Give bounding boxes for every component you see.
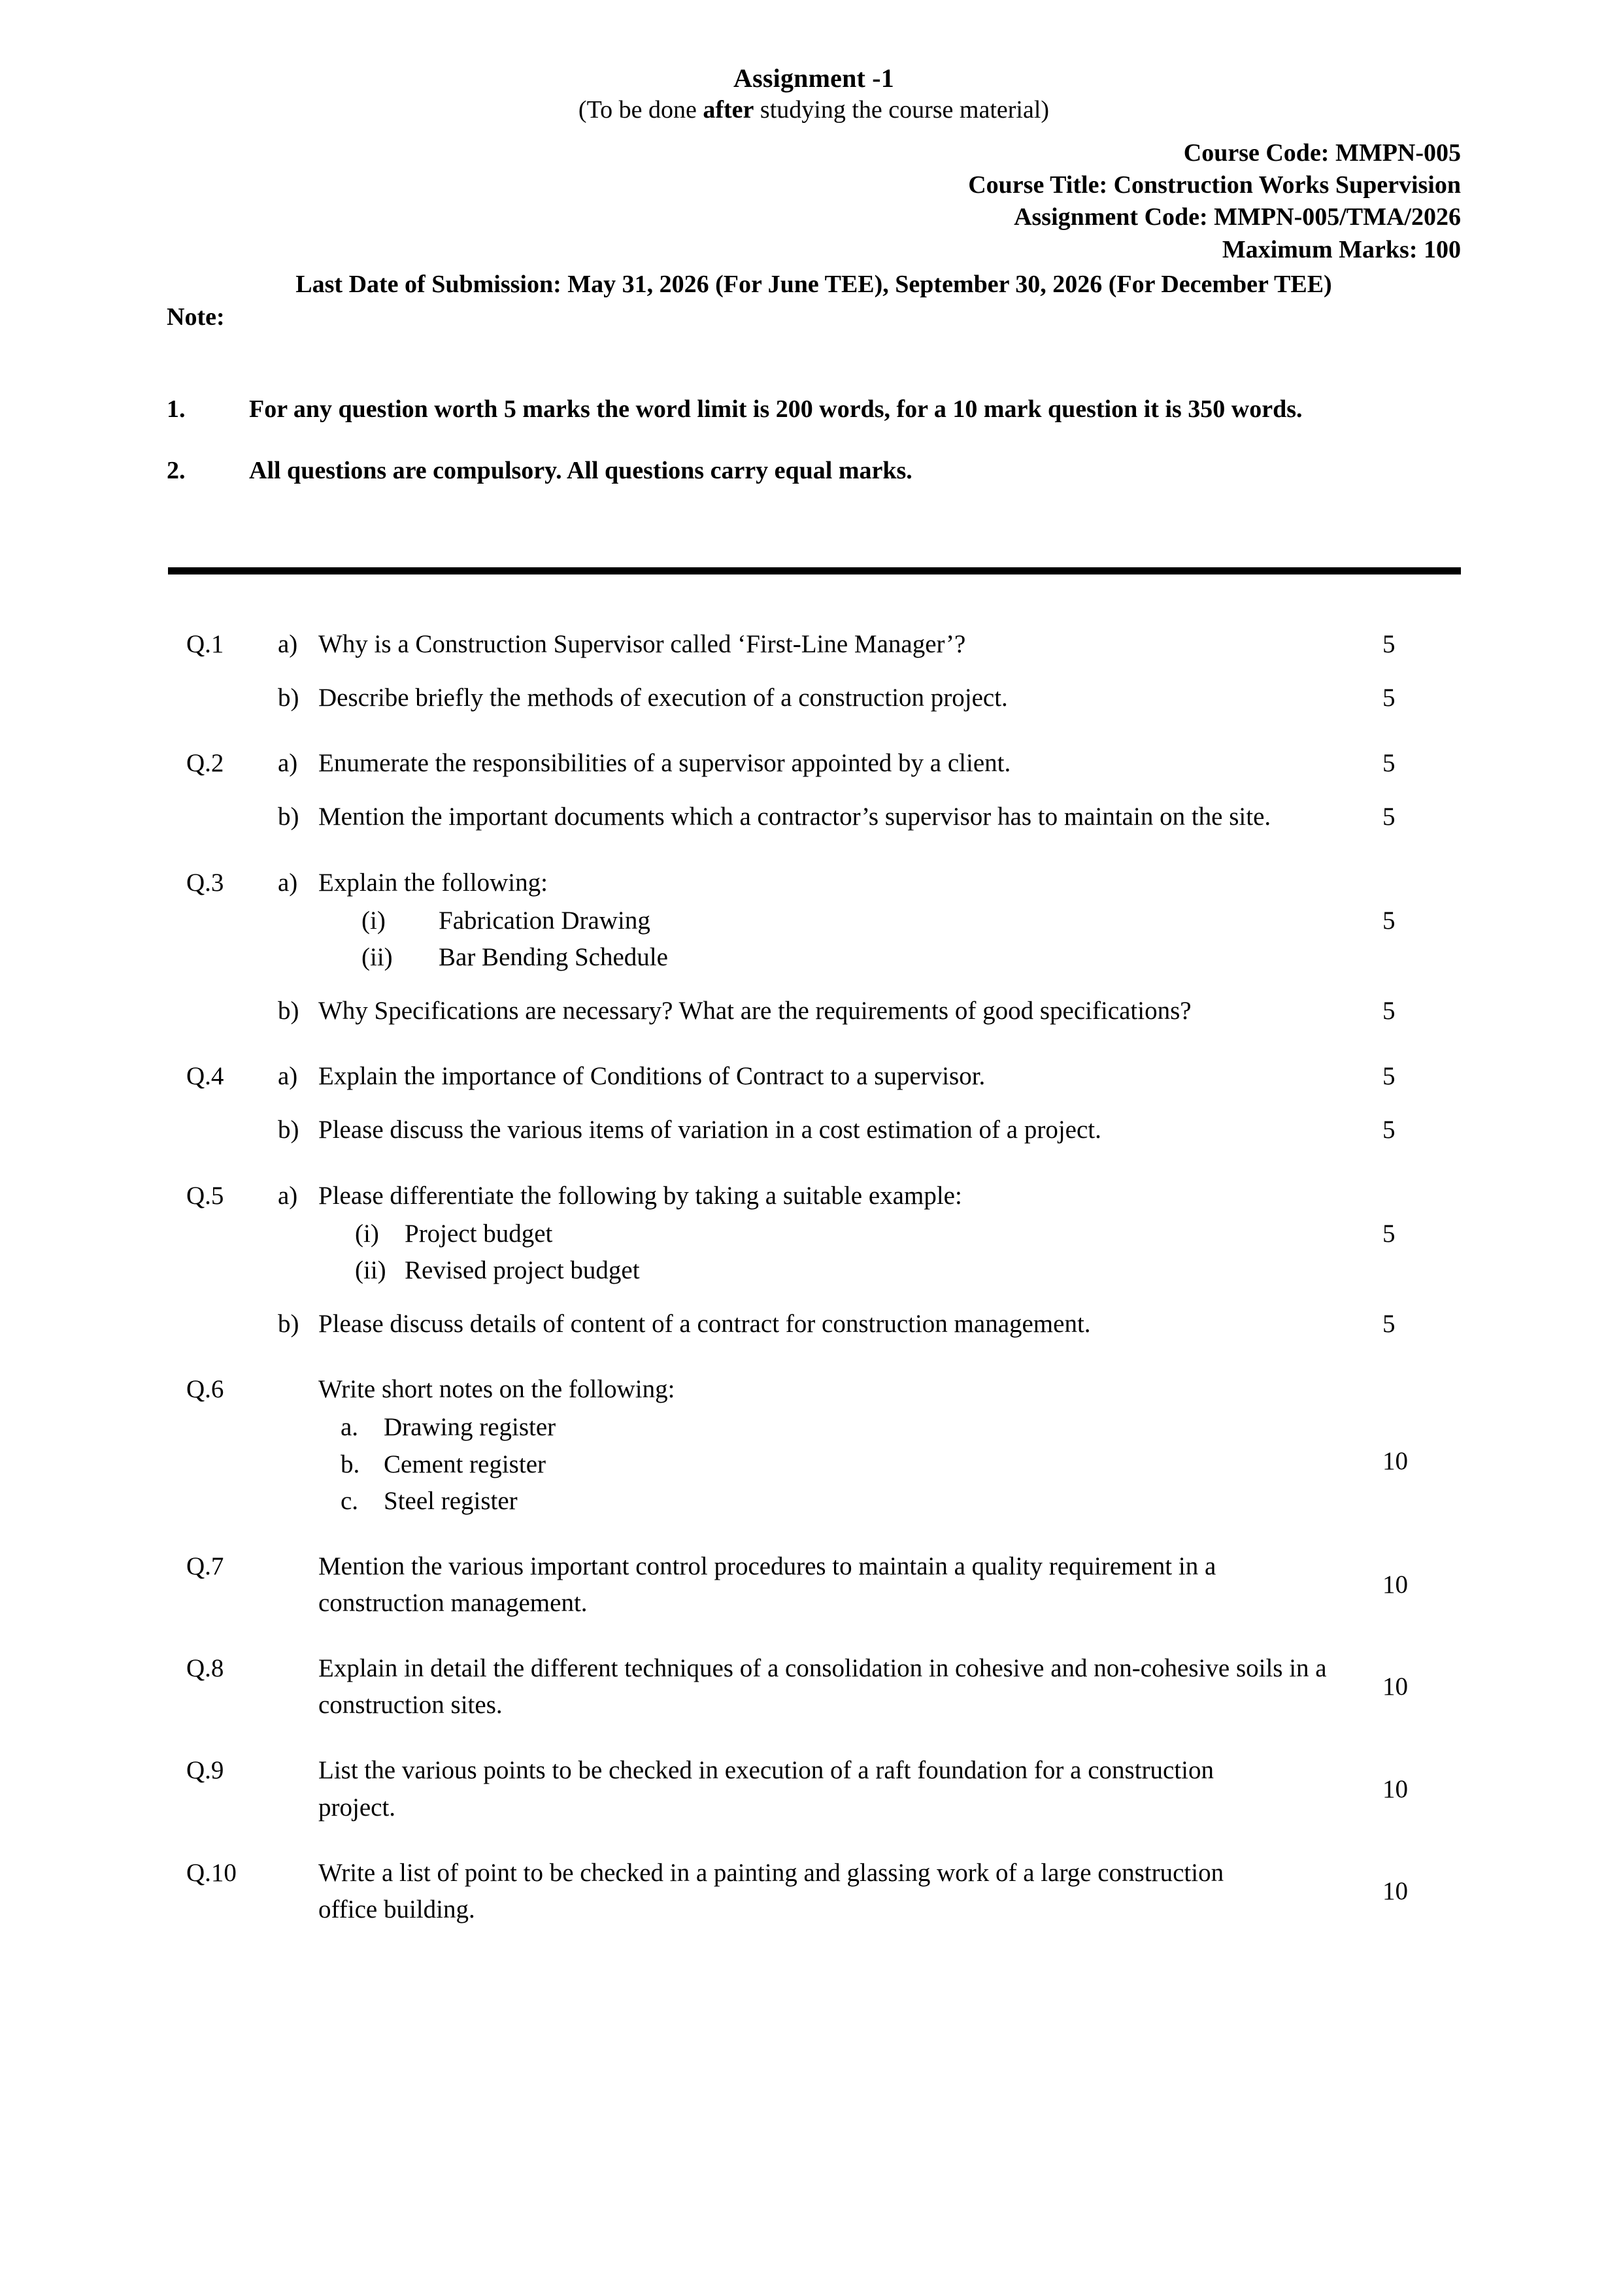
subtitle-emphasis: after — [703, 96, 754, 124]
questions-list — [186, 626, 1461, 1928]
question-marks: 10 — [1382, 1447, 1408, 1476]
question-marks: 5 — [1382, 749, 1396, 778]
question-marks: 5 — [1382, 906, 1396, 935]
question-row — [186, 1650, 1461, 1723]
sub-item — [341, 1483, 1354, 1520]
group-spacer — [186, 716, 1461, 745]
assignment-title: Assignment -1 — [733, 63, 894, 93]
question-block-q10 — [186, 1855, 1461, 1928]
sub-item-text: Bar Bending Schedule — [439, 942, 668, 971]
question-label: Q.3 — [186, 868, 224, 897]
question-block-q8 — [186, 1650, 1461, 1723]
maximum-marks: Maximum Marks: 100 — [1222, 235, 1461, 263]
sub-item-number: b. — [341, 1450, 360, 1478]
sub-item-text: Drawing register — [384, 1413, 556, 1442]
question-label: Q.1 — [186, 630, 224, 658]
question-text: Please discuss details of content of a contract for construction management. — [318, 1310, 1091, 1339]
row-spacer — [186, 1289, 1461, 1306]
question-block-q1 — [186, 626, 1461, 716]
question-row — [186, 1112, 1461, 1148]
question-label: Q.8 — [186, 1654, 224, 1683]
group-spacer — [186, 1520, 1461, 1548]
note-text: For any question worth 5 marks the word limit is 200 words, for a 10 mark question it is 350 words. — [249, 395, 1303, 423]
question-row — [186, 1306, 1461, 1342]
question-marks: 5 — [1382, 1062, 1396, 1091]
group-spacer — [186, 1029, 1461, 1058]
last-date-of-submission: Last Date of Submission: May 31, 2026 (For June TEE), September 30, 2026 (For December TEE) — [295, 271, 1332, 299]
note-item — [167, 392, 1461, 426]
question-block-q3 — [186, 865, 1461, 1030]
question-text: Please discuss the various items of variation in a cost estimation of a project. — [318, 1116, 1101, 1144]
question-row — [186, 1178, 1461, 1289]
sub-item-number: (i) — [355, 1219, 379, 1248]
question-row — [186, 865, 1461, 976]
question-row — [186, 626, 1461, 663]
question-marks: 5 — [1382, 1219, 1396, 1248]
question-label: Q.7 — [186, 1552, 224, 1580]
question-marks: 5 — [1382, 1310, 1396, 1339]
question-part-letter: b) — [278, 997, 299, 1025]
sub-item-text: Revised project budget — [405, 1256, 640, 1284]
question-row — [186, 1058, 1461, 1095]
question-stem: Please differentiate the following by taking a suitable example: — [318, 1181, 962, 1210]
question-subitems — [318, 1409, 1354, 1519]
question-block-q4 — [186, 1058, 1461, 1148]
question-part-letter: b) — [278, 684, 299, 712]
row-spacer — [186, 663, 1461, 680]
question-stem: Explain the following: — [318, 868, 548, 897]
notes-list — [167, 392, 1461, 516]
question-text — [318, 865, 1364, 976]
question-label: Q.2 — [186, 749, 224, 778]
sub-item-text: Steel register — [384, 1486, 518, 1515]
question-text: Explain the importance of Conditions of Contract to a supervisor. — [318, 1062, 986, 1091]
document-header — [167, 63, 1461, 333]
subtitle-post: studying the course material) — [754, 96, 1050, 124]
question-row — [186, 799, 1461, 835]
question-text — [318, 1178, 1364, 1289]
question-part-letter: a) — [278, 868, 298, 897]
question-label: Q.9 — [186, 1756, 224, 1785]
sub-item — [355, 1216, 1354, 1252]
sub-item — [355, 1252, 1354, 1289]
question-block-q5 — [186, 1178, 1461, 1343]
question-row — [186, 1855, 1461, 1928]
question-part-letter: a) — [278, 749, 298, 778]
note-label: Note: — [167, 303, 225, 331]
question-text: List the various points to be checked in execution of a raft foundation for a construction project. — [318, 1756, 1214, 1822]
sub-item-text: Fabrication Drawing — [439, 906, 650, 935]
group-spacer — [186, 1723, 1461, 1752]
group-spacer — [186, 1149, 1461, 1178]
question-subitems — [318, 1216, 1354, 1289]
question-text: Write a list of point to be checked in a painting and glassing work of a large construction office building. — [318, 1858, 1224, 1923]
sub-item-number: (ii) — [355, 1256, 386, 1284]
question-text: Explain in detail the different techniques of a consolidation in cohesive and non-cohesive soils in a construction sites. — [318, 1654, 1327, 1720]
group-spacer — [186, 836, 1461, 865]
sub-item-text: Cement register — [384, 1450, 546, 1478]
question-row — [186, 680, 1461, 716]
question-marks: 10 — [1382, 1774, 1408, 1803]
assignment-subtitle — [167, 95, 1461, 125]
sub-item-number: c. — [341, 1486, 359, 1515]
question-part-letter: a) — [278, 630, 298, 658]
question-text: Mention the important documents which a contractor’s supervisor has to maintain on the site. — [318, 803, 1271, 831]
question-marks: 5 — [1382, 803, 1396, 831]
course-title: Course Title: Construction Works Supervision — [968, 171, 1461, 199]
group-spacer — [186, 1342, 1461, 1371]
question-marks: 5 — [1382, 997, 1396, 1025]
question-marks: 10 — [1382, 1672, 1408, 1701]
question-block-q2 — [186, 745, 1461, 835]
question-marks: 5 — [1382, 630, 1396, 658]
question-row — [186, 993, 1461, 1029]
group-spacer — [186, 1622, 1461, 1650]
sub-item-number: (ii) — [361, 942, 393, 971]
note-number: 1. — [167, 395, 186, 423]
question-part-letter: a) — [278, 1181, 298, 1210]
assignment-code: Assignment Code: MMPN-005/TMA/2026 — [1014, 203, 1461, 231]
sub-item-text: Project budget — [405, 1219, 553, 1248]
horizontal-divider — [168, 567, 1461, 574]
question-block-q6 — [186, 1371, 1461, 1520]
question-part-letter: a) — [278, 1062, 298, 1091]
question-row — [186, 1752, 1461, 1825]
question-text: Why is a Construction Supervisor called ‘First-Line Manager’? — [318, 630, 966, 658]
question-block-q9 — [186, 1752, 1461, 1825]
question-text: Enumerate the responsibilities of a supervisor appointed by a client. — [318, 749, 1011, 778]
question-label: Q.4 — [186, 1062, 224, 1091]
question-marks: 10 — [1382, 1876, 1408, 1905]
question-text: Describe briefly the methods of execution of a construction project. — [318, 684, 1008, 712]
question-text: Why Specifications are necessary? What are the requirements of good specifications? — [318, 997, 1192, 1025]
question-row — [186, 1548, 1461, 1622]
sub-item-number: a. — [341, 1413, 359, 1442]
question-part-letter: b) — [278, 1116, 299, 1144]
row-spacer — [186, 1095, 1461, 1112]
question-label: Q.6 — [186, 1375, 224, 1404]
row-spacer — [186, 782, 1461, 799]
question-block-q7 — [186, 1548, 1461, 1622]
question-subitems — [318, 903, 1354, 976]
question-marks: 10 — [1382, 1570, 1408, 1599]
note-text: All questions are compulsory. All questions carry equal marks. — [249, 457, 912, 485]
sub-item-number: (i) — [361, 906, 386, 935]
question-row — [186, 745, 1461, 782]
question-row — [186, 1371, 1461, 1520]
question-part-letter: b) — [278, 1310, 299, 1339]
row-spacer — [186, 976, 1461, 993]
question-label: Q.10 — [186, 1858, 237, 1887]
note-number: 2. — [167, 457, 186, 485]
sub-item — [361, 903, 1354, 939]
subtitle-pre: (To be done — [578, 96, 703, 124]
question-text — [278, 1371, 1364, 1520]
sub-item — [341, 1446, 1354, 1483]
sub-item — [361, 939, 1354, 976]
question-marks: 5 — [1382, 1116, 1396, 1144]
course-meta-block — [167, 137, 1461, 267]
group-spacer — [186, 1826, 1461, 1855]
sub-item — [341, 1409, 1354, 1446]
note-item — [167, 454, 1461, 488]
question-stem: Write short notes on the following: — [318, 1375, 675, 1404]
course-code: Course Code: MMPN-005 — [1183, 139, 1461, 167]
question-label: Q.5 — [186, 1181, 224, 1210]
question-text: Mention the various important control procedures to maintain a quality requirement in a construction management. — [318, 1552, 1216, 1617]
question-marks: 5 — [1382, 684, 1396, 712]
question-part-letter: b) — [278, 803, 299, 831]
